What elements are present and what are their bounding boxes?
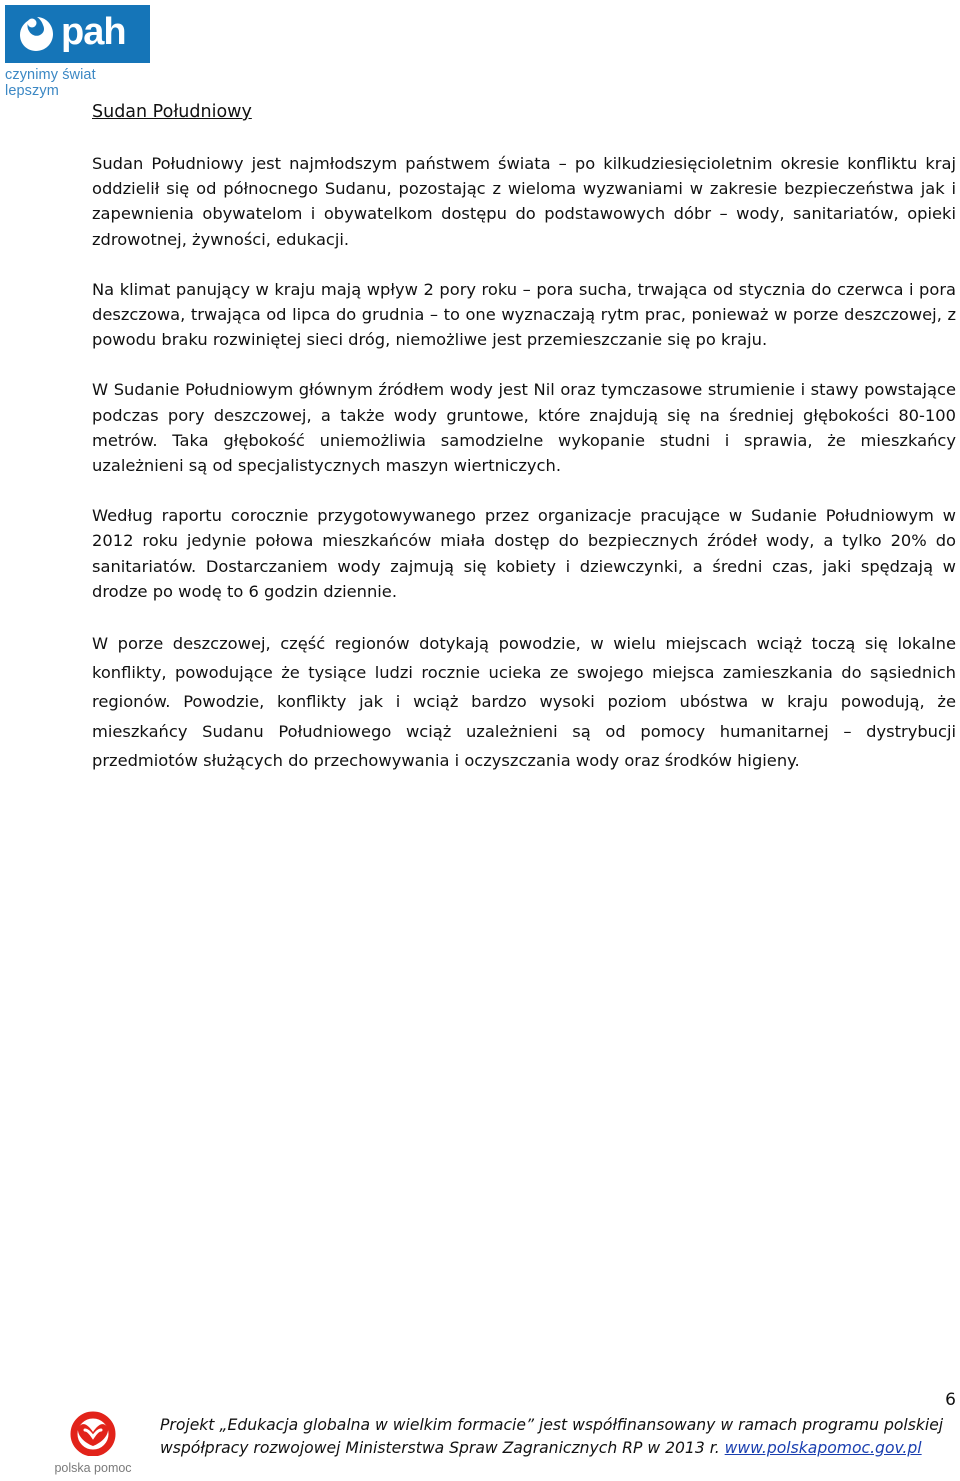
footer-text <box>160 1414 950 1459</box>
polskapomoc-link[interactable]: www.polskapomoc.gov.pl <box>724 1438 922 1457</box>
pah-tagline: czynimy świat lepszym <box>5 67 96 99</box>
paragraph-2: Na klimat panujący w kraju mają wpływ 2 pory roku – pora sucha, trwająca od stycznia do czerwca i pora deszczowa, trwająca od lipca do grudnia – to one wyznaczają rytm prac, ponieważ w porze deszczowej, z powodu braku rozwiniętej sieci dróg, niemożliwe jest przemieszczanie się po kraju. <box>92 279 956 350</box>
polska-pomoc-logo <box>48 1410 138 1475</box>
pah-logo-word: pah <box>61 11 126 53</box>
paragraph-5: W porze deszczowej, część regionów dotykają powodzie, w wielu miejscach wciąż toczą się lokalne konflikty, powodujące że tysiące ludzi rocznie ucieka ze swojego miejsca zamieszkania do sąsiednich regionów. Powodzie, konflikty jak i wciąż bardzo wysoki poziom ubóstwa w kraju powodują, że mieszkańcy Sudanu Południowego wciąż uzależnieni są od pomocy humanitarnej – dystrybucji przedmiotów służących do przechowywania i oczyszczania wody oraz środków higieny. <box>92 634 956 770</box>
footer-text-line-2-text: współpracy rozwojowej Ministerstwa Spraw Zagranicznych RP w 2013 r. <box>160 1438 720 1457</box>
paragraph-1: Sudan Południowy jest najmłodszym państwem świata – po kilkudziesięcioletnim okresie konfliktu kraj oddzielił się od północnego Sudanu, pozostając z wieloma wyzwaniami w zakresie bezpieczeństwa jak i zapewnienia obywatelom i obywatelkom dostępu do podstawowych dóbr – wody, sanitariatów, opieki zdrowotnej, żywności, edukacji. <box>92 154 956 249</box>
polska-pomoc-logo-icon <box>65 1410 121 1456</box>
pah-logo-box <box>5 5 150 63</box>
page-number: 6 <box>945 1390 956 1410</box>
polska-pomoc-label: polska pomoc <box>54 1461 132 1475</box>
pah-logo <box>5 5 151 99</box>
document-title: Sudan Południowy <box>92 102 252 122</box>
footer-text-line-1: Projekt „Edukacja globalna w wielkim formacie” jest współfinansowany w ramach programu polskiej <box>160 1416 944 1434</box>
paragraph-3: W Sudanie Południowym głównym źródłem wody jest Nil oraz tymczasowe strumienie i stawy powstające podczas pory deszczowej, a także wody gruntowe, które znajdują się na średniej głębokości 80-100 metrów. Taka głębokość uniemożliwia samodzielne wykopanie studni i sprawia, że mieszkańcy uzależnieni są od specjalistycznych maszyn wiertniczych. <box>92 380 956 476</box>
paragraph-4: Według raportu corocznie przygotowywanego przez organizacje pracujące w Sudanie Południowym w 2012 roku jedynie połowa mieszkańców miała dostęp do bezpiecznych źródeł wody, a tylko 20% do sanitariatów. Dostarczaniem wody zajmują się kobiety i dziewczynki, a średni czas, jaki spędzają w drodze po wodę to 6 godzin dziennie. <box>92 506 956 601</box>
pah-drop-logo-icon <box>15 14 59 54</box>
footer-text-line-2 <box>160 1437 950 1460</box>
document-body <box>92 100 956 800</box>
